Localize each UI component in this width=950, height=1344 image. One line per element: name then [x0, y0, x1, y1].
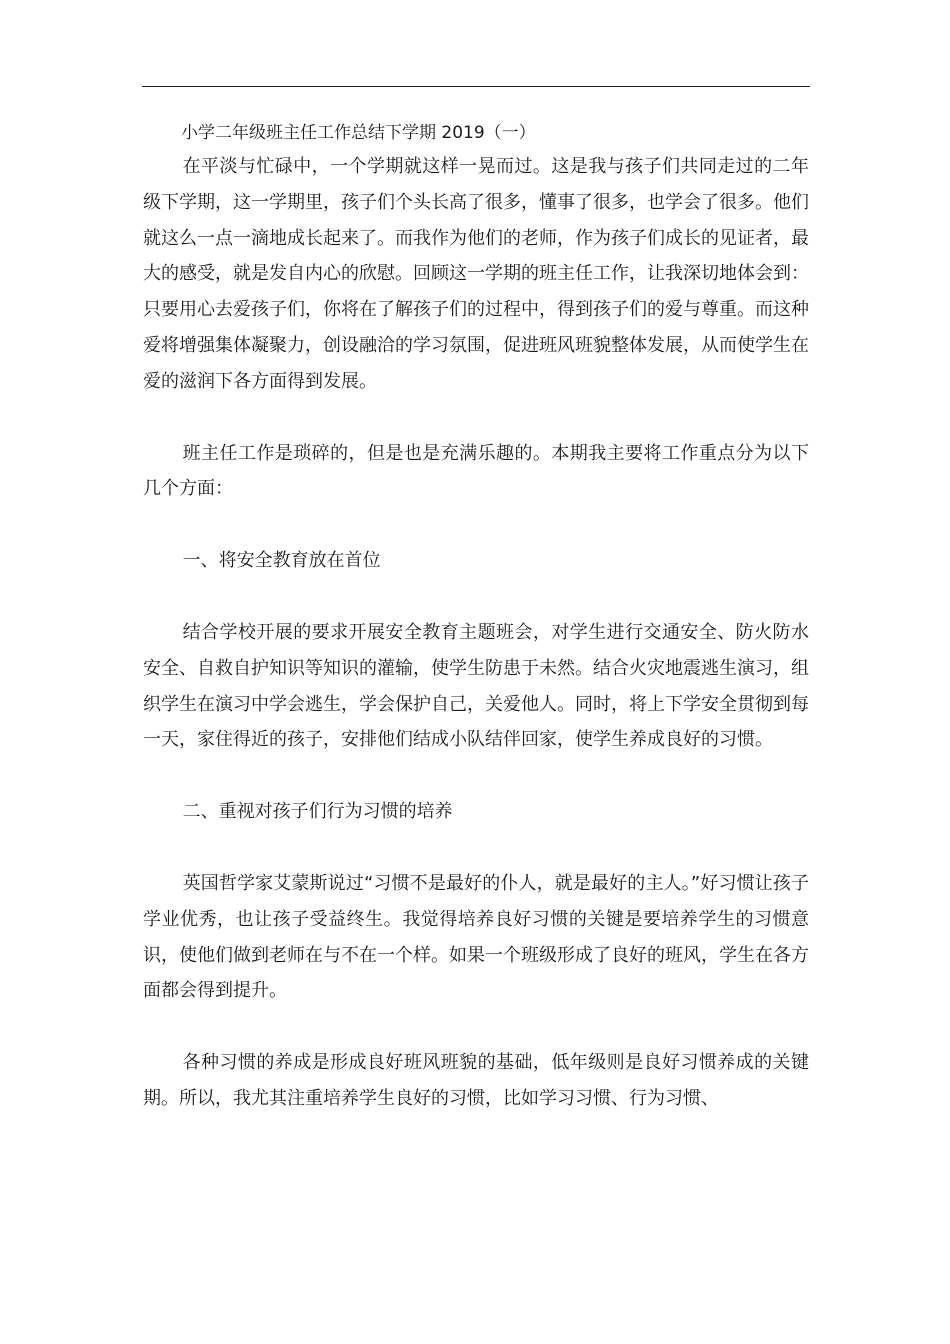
- section-heading-safety: 一、将安全教育放在首位: [182, 550, 381, 572]
- document-title: 小学二年级班主任工作总结下学期 2019（一）: [181, 123, 536, 143]
- paragraph-habits-quote: 英国哲学家艾蒙斯说过“习惯不是最好的仆人，就是最好的主人。”好习惯让孩子学业优秀，也让孩子受益终生。我觉得培养良好习惯的关键是要培养学生的习惯意识，使他们做到老师在与不在一个样。如果一个班级形成了良好的班风，学生在各方面都会得到提升。: [143, 872, 809, 1002]
- section-heading-habits: 二、重视对孩子们行为习惯的培养: [182, 801, 453, 823]
- document-body: [143, 117, 809, 1117]
- header-rule: [142, 86, 810, 87]
- paragraph-safety: 结合学校开展的要求开展安全教育主题班会，对学生进行交通安全、防火防水安全、自救自护知识等知识的灌输，使学生防患于未然。结合火灾地震逃生演习，组织学生在演习中学会逃生，学会保护自己，关爱他人。同时，将上下学安全贯彻到每一天，家住得近的孩子，安排他们结成小队结伴回家，使学生养成良好的习惯。: [143, 621, 809, 751]
- paragraph-overview: 班主任工作是琐碎的，但是也是充满乐趣的。本期我主要将工作重点分为以下几个方面：: [143, 442, 809, 500]
- paragraph-habits-foundation: 各种习惯的养成是形成良好班风班貌的基础，低年级则是良好习惯养成的关键期。所以，我尤其注重培养学生良好的习惯，比如学习习惯、行为习惯、: [143, 1052, 809, 1109]
- paragraph-intro: 在平淡与忙碌中，一个学期就这样一晃而过。这是我与孩子们共同走过的二年级下学期，这一学期里，孩子们个头长高了很多，懂事了很多，也学会了很多。他们就这么一点一滴地成长起来了。而我作为他们的老师，作为孩子们成长的见证者，最大的感受，就是发自内心的欣慰。回顾这一学期的班主任工作，让我深切地体会到：只要用心去爱孩子们，你将在了解孩子们的过程中，得到孩子们的爱与尊重。而这种爱将增强集体凝聚力，创设融洽的学习氛围，促进班风班貌整体发展，从而使学生在爱的滋润下各方面得到发展。: [143, 156, 809, 392]
